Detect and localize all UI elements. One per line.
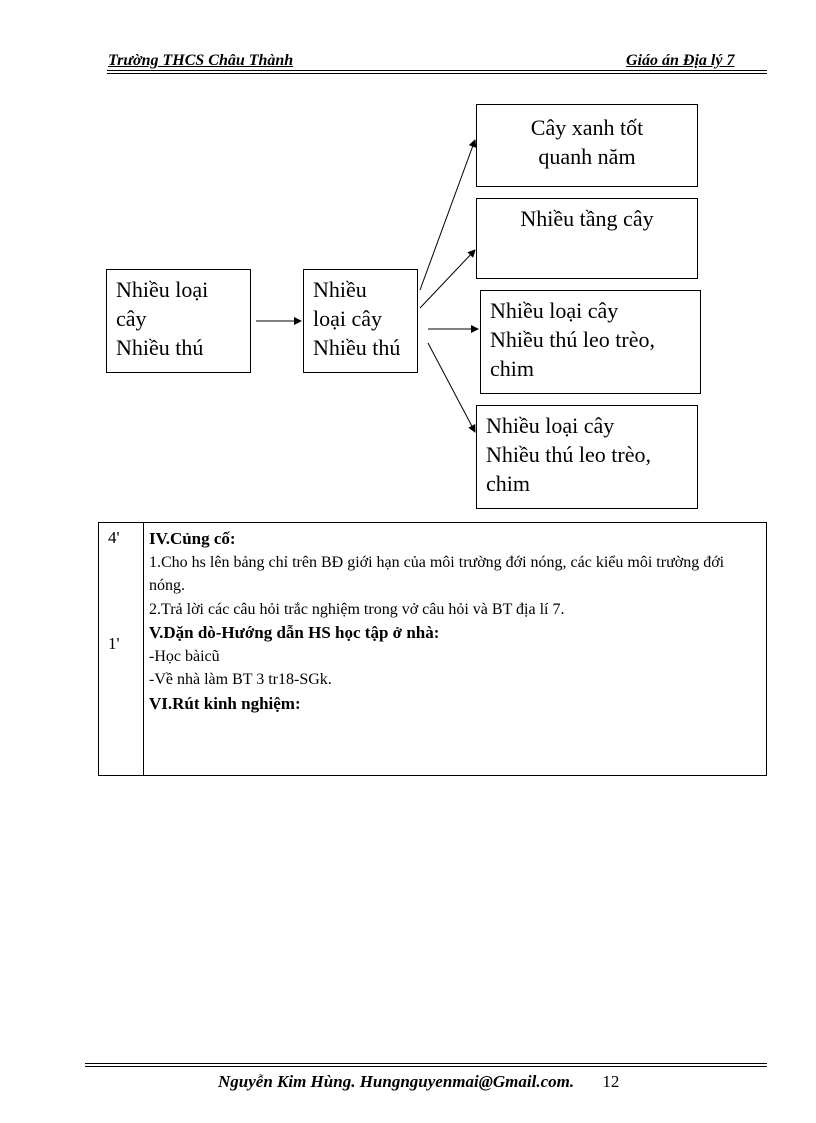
section-4-item-2: 2.Trả lời các câu hỏi trắc nghiệm trong vở câu hỏi và BT địa lí 7.	[149, 600, 565, 618]
outcome-3-line-3: chim	[490, 356, 534, 381]
footer-rule-double	[85, 1066, 767, 1067]
outcome-box-1	[476, 104, 698, 187]
outcome-box-2	[476, 198, 698, 279]
section-5-title: V.Dặn dò-Hướng dẫn HS học tập ở nhà:	[149, 623, 440, 642]
outcome-3-line-2: Nhiều thú leo trèo,	[490, 327, 655, 352]
middle-line-3: Nhiều thú	[313, 335, 401, 360]
section-5-item-1: -Học bàicũ	[149, 647, 220, 665]
outcome-3-line-1: Nhiều loại cây	[490, 298, 619, 323]
outcome-1-line-2: quanh năm	[538, 144, 636, 169]
arrow-to-outcome-4	[428, 343, 475, 432]
header-subject: Giáo án Địa lý 7	[626, 52, 735, 69]
outcome-4-line-2: Nhiều thú leo trèo,	[486, 442, 651, 467]
section-4-item-1: 1.Cho hs lên bảng chỉ trên BĐ giới hạn của môi trường đới nóng, các kiểu môi trường đới nóng.	[149, 553, 725, 594]
time-cell-2: 1'	[108, 634, 120, 653]
section-5-item-2: -Về nhà làm BT 3 tr18-SGk.	[149, 671, 332, 688]
outcome-2-line-1: Nhiều tầng cây	[520, 206, 654, 231]
arrow-to-outcome-2	[420, 250, 475, 308]
source-line-1: Nhiều loại	[116, 277, 209, 302]
time-cell-1: 4'	[108, 528, 120, 547]
outcome-4-line-3: chim	[486, 471, 530, 496]
source-line-3: Nhiều thú	[116, 335, 204, 360]
middle-box	[303, 269, 418, 373]
arrow-to-outcome-1	[420, 140, 475, 290]
footer	[218, 1072, 619, 1092]
header-school: Trường THCS Châu Thành	[108, 52, 294, 69]
section-4-title: IV.Củng cố:	[149, 529, 236, 548]
table-divider	[143, 523, 144, 775]
source-box	[106, 269, 251, 373]
outcome-1-line-1: Cây xanh tốt	[530, 115, 644, 140]
outcome-box-4	[476, 405, 698, 509]
middle-line-2: loại cây	[313, 306, 383, 331]
footer-rule	[85, 1063, 767, 1064]
middle-line-1: Nhiều	[313, 277, 367, 302]
source-line-2: cây	[116, 306, 147, 331]
outcome-box-3	[480, 290, 701, 394]
section-6-title: VI.Rút kinh nghiệm:	[149, 693, 301, 713]
footer-author: Nguyễn Kim Hùng. Hungnguyenmai@Gmail.com.	[218, 1072, 575, 1091]
outcome-4-line-1: Nhiều loại cây	[486, 413, 615, 438]
lesson-content	[149, 527, 759, 715]
page-number: 12	[602, 1072, 620, 1091]
